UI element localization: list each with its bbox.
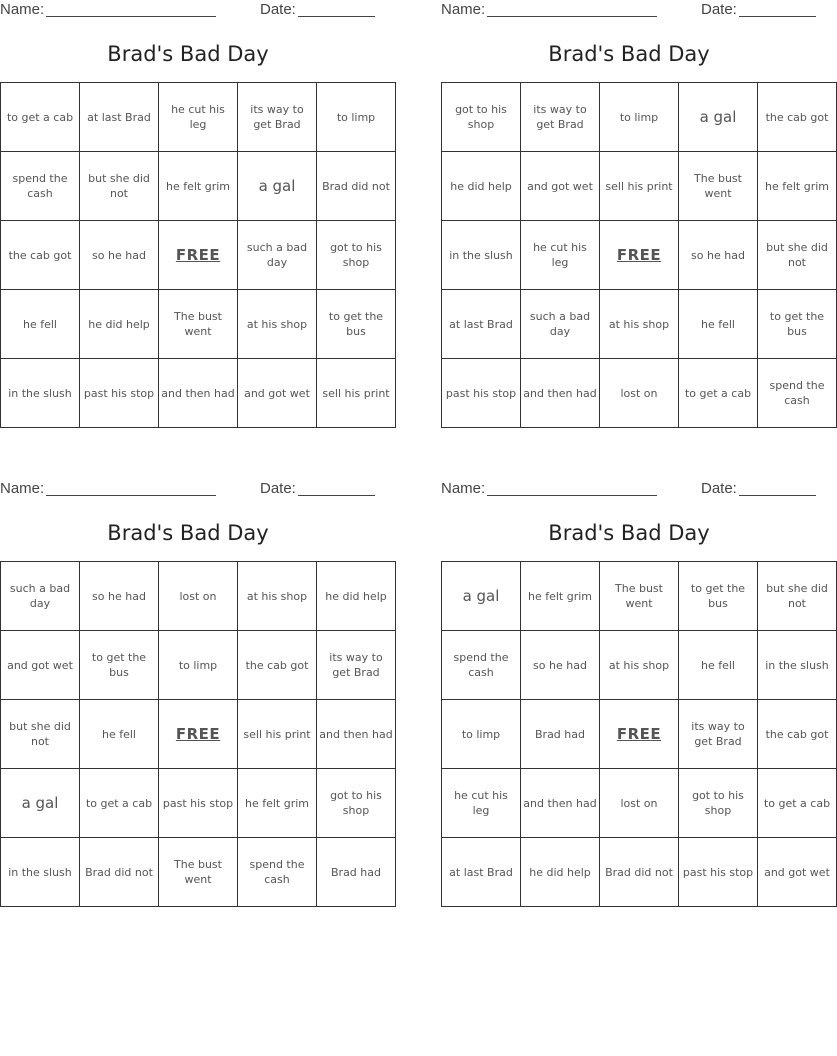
bingo-cell: he did help — [521, 838, 600, 907]
bingo-cell: to get the bus — [80, 631, 159, 700]
date-label: Date: — [701, 480, 737, 497]
bingo-cell: The bust went — [679, 152, 758, 221]
free-space-cell: FREE — [159, 700, 238, 769]
bingo-cell: a gal — [238, 152, 317, 221]
bingo-cell: sell his print — [317, 359, 396, 428]
bingo-grid — [0, 82, 396, 428]
bingo-grid — [441, 561, 837, 907]
bingo-cell: such a bad day — [521, 290, 600, 359]
grid-row — [1, 562, 396, 631]
bingo-cell: he felt grim — [521, 562, 600, 631]
bingo-cell: so he had — [80, 562, 159, 631]
bingo-cell: at his shop — [238, 290, 317, 359]
bingo-cell: he fell — [80, 700, 159, 769]
bingo-cell: to get a cab — [758, 769, 837, 838]
grid-row — [442, 631, 837, 700]
bingo-cell: sell his print — [238, 700, 317, 769]
card-header — [441, 480, 817, 500]
grid-row — [1, 290, 396, 359]
grid-row — [1, 838, 396, 907]
bingo-cell: so he had — [521, 631, 600, 700]
bingo-cell: the cab got — [238, 631, 317, 700]
free-space-cell: FREE — [600, 221, 679, 290]
bingo-cell: he felt grim — [758, 152, 837, 221]
bingo-cell: but she did not — [80, 152, 159, 221]
bingo-cell: to limp — [600, 83, 679, 152]
name-label: Name: — [0, 1, 45, 18]
bingo-cell: in the slush — [1, 838, 80, 907]
bingo-cell: he felt grim — [238, 769, 317, 838]
name-label: Name: — [441, 1, 486, 18]
grid-row — [1, 221, 396, 290]
bingo-cell: he fell — [1, 290, 80, 359]
bingo-cell: its way to get Brad — [679, 700, 758, 769]
name-blank-line[interactable] — [487, 1, 657, 17]
date-blank-line[interactable] — [298, 480, 375, 496]
name-blank-line[interactable] — [46, 480, 216, 496]
bingo-cell: at last Brad — [442, 838, 521, 907]
bingo-cell: to get a cab — [1, 83, 80, 152]
bingo-grid — [0, 561, 396, 907]
bingo-cell: at last Brad — [442, 290, 521, 359]
bingo-cell: got to his shop — [679, 769, 758, 838]
grid-row — [442, 838, 837, 907]
bingo-cell: he did help — [80, 290, 159, 359]
card-header — [0, 1, 376, 21]
bingo-cell: spend the cash — [758, 359, 837, 428]
bingo-cell: but she did not — [1, 700, 80, 769]
bingo-cell: a gal — [1, 769, 80, 838]
name-label: Name: — [441, 480, 486, 497]
bingo-cell: lost on — [159, 562, 238, 631]
bingo-cell: he cut his leg — [159, 83, 238, 152]
grid-row — [1, 83, 396, 152]
bingo-cell: and then had — [159, 359, 238, 428]
bingo-cell: Brad did not — [317, 152, 396, 221]
bingo-cell: he fell — [679, 631, 758, 700]
bingo-cell: The bust went — [159, 838, 238, 907]
grid-row — [442, 83, 837, 152]
bingo-cell: at his shop — [600, 631, 679, 700]
bingo-cell: to get the bus — [679, 562, 758, 631]
bingo-cell: Brad had — [521, 700, 600, 769]
bingo-cell: he did help — [442, 152, 521, 221]
grid-row — [1, 631, 396, 700]
bingo-cell: he cut his leg — [442, 769, 521, 838]
date-label: Date: — [260, 1, 296, 18]
bingo-cell: and then had — [521, 359, 600, 428]
bingo-cell: so he had — [679, 221, 758, 290]
bingo-card-1 — [0, 0, 390, 436]
bingo-cell: at his shop — [600, 290, 679, 359]
grid-row — [1, 359, 396, 428]
card-title: Brad's Bad Day — [548, 42, 710, 66]
bingo-cell: spend the cash — [238, 838, 317, 907]
bingo-cell: he cut his leg — [521, 221, 600, 290]
bingo-cell: a gal — [679, 83, 758, 152]
bingo-cell: to get a cab — [679, 359, 758, 428]
bingo-cell: got to his shop — [317, 769, 396, 838]
bingo-cell: Brad did not — [600, 838, 679, 907]
grid-row — [442, 359, 837, 428]
bingo-cell: at last Brad — [80, 83, 159, 152]
bingo-cell: such a bad day — [1, 562, 80, 631]
bingo-cell: got to his shop — [442, 83, 521, 152]
bingo-cell: spend the cash — [1, 152, 80, 221]
grid-row — [1, 769, 396, 838]
bingo-cell: such a bad day — [238, 221, 317, 290]
bingo-cell: past his stop — [80, 359, 159, 428]
grid-row — [442, 700, 837, 769]
name-label: Name: — [0, 480, 45, 497]
card-title: Brad's Bad Day — [107, 42, 269, 66]
bingo-cell: and got wet — [758, 838, 837, 907]
bingo-cell: the cab got — [758, 700, 837, 769]
grid-row — [442, 562, 837, 631]
bingo-cell: the cab got — [758, 83, 837, 152]
grid-row — [1, 700, 396, 769]
bingo-cell: the cab got — [1, 221, 80, 290]
free-space-cell: FREE — [159, 221, 238, 290]
bingo-card-3 — [0, 479, 393, 915]
bingo-cell: he fell — [679, 290, 758, 359]
bingo-cell: he felt grim — [159, 152, 238, 221]
bingo-cell: spend the cash — [442, 631, 521, 700]
bingo-cell: to limp — [159, 631, 238, 700]
bingo-cell: Brad had — [317, 838, 396, 907]
bingo-cell: and got wet — [238, 359, 317, 428]
bingo-cell: in the slush — [758, 631, 837, 700]
grid-row — [442, 290, 837, 359]
date-blank-line[interactable] — [739, 480, 816, 496]
grid-row — [442, 152, 837, 221]
bingo-cell: so he had — [80, 221, 159, 290]
bingo-cell: and then had — [317, 700, 396, 769]
bingo-cell: past his stop — [442, 359, 521, 428]
bingo-cell: Brad did not — [80, 838, 159, 907]
bingo-cell: but she did not — [758, 562, 837, 631]
bingo-cell: but she did not — [758, 221, 837, 290]
date-blank-line[interactable] — [739, 1, 816, 17]
card-title: Brad's Bad Day — [107, 521, 269, 545]
name-blank-line[interactable] — [487, 480, 657, 496]
date-label: Date: — [260, 480, 296, 497]
bingo-cell: lost on — [600, 359, 679, 428]
grid-row — [442, 221, 837, 290]
bingo-cell: to get the bus — [317, 290, 396, 359]
bingo-cell: at his shop — [238, 562, 317, 631]
bingo-cell: its way to get Brad — [521, 83, 600, 152]
bingo-cell: past his stop — [159, 769, 238, 838]
bingo-cell: got to his shop — [317, 221, 396, 290]
bingo-cell: in the slush — [1, 359, 80, 428]
bingo-cell: and got wet — [1, 631, 80, 700]
bingo-cell: its way to get Brad — [317, 631, 396, 700]
bingo-cell: to get a cab — [80, 769, 159, 838]
bingo-cell: to limp — [442, 700, 521, 769]
card-title: Brad's Bad Day — [548, 521, 710, 545]
free-space-cell: FREE — [600, 700, 679, 769]
grid-row — [1, 152, 396, 221]
bingo-cell: he did help — [317, 562, 396, 631]
date-label: Date: — [701, 1, 737, 18]
date-blank-line[interactable] — [298, 1, 375, 17]
name-blank-line[interactable] — [46, 1, 216, 17]
bingo-cell: and then had — [521, 769, 600, 838]
bingo-cell: to get the bus — [758, 290, 837, 359]
card-header — [441, 1, 817, 21]
bingo-cell: past his stop — [679, 838, 758, 907]
bingo-card-4 — [441, 479, 831, 915]
card-header — [0, 480, 376, 500]
bingo-cell: The bust went — [159, 290, 238, 359]
bingo-cell: in the slush — [442, 221, 521, 290]
bingo-cell: its way to get Brad — [238, 83, 317, 152]
bingo-cell: and got wet — [521, 152, 600, 221]
bingo-cell: a gal — [442, 562, 521, 631]
bingo-grid — [441, 82, 837, 428]
grid-row — [442, 769, 837, 838]
bingo-card-2 — [441, 0, 830, 436]
bingo-cell: to limp — [317, 83, 396, 152]
bingo-cell: lost on — [600, 769, 679, 838]
bingo-cell: The bust went — [600, 562, 679, 631]
bingo-cell: sell his print — [600, 152, 679, 221]
